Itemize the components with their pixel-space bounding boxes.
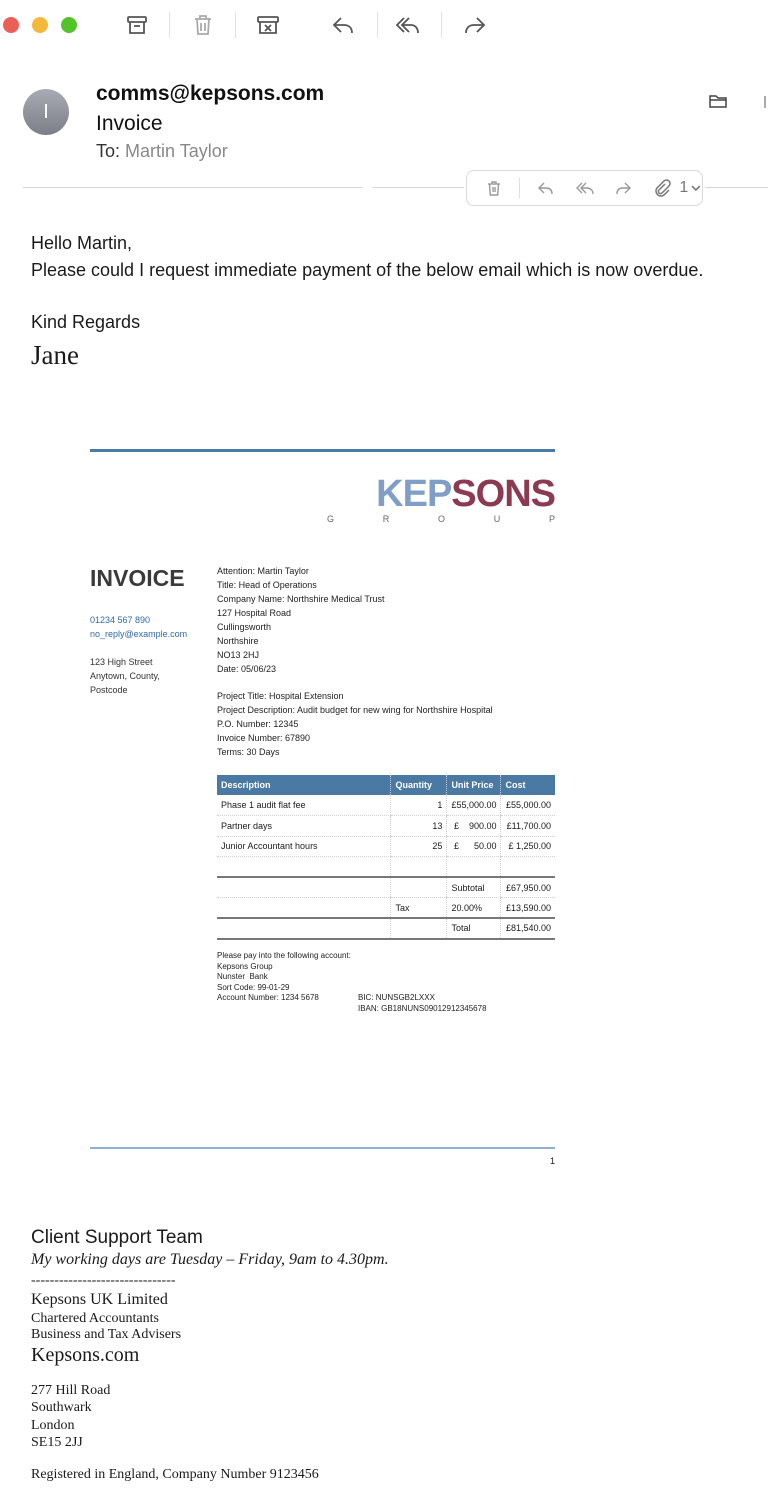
bank-codes: BIC: NUNSGB2LXXX IBAN: GB18NUNS09012912345678 — [358, 993, 487, 1013]
reply-all-icon[interactable] — [391, 9, 425, 41]
attachment-count[interactable]: 1 — [679, 179, 689, 196]
email-subject: Invoice — [96, 112, 163, 135]
attachment-icon[interactable] — [649, 177, 674, 199]
header-divider — [372, 187, 464, 188]
signature-divider: ------------------------------- — [31, 1273, 176, 1288]
sender-address-block: 123 High Street Anytown, County, Postcode — [90, 657, 160, 695]
project-details: Project Title: Hospital Extension Project Description: Audit budget for new wing for Northshire Hospital P.O. Number: 12345 Invoice Number: 67890 Terms: 30 Days — [217, 691, 493, 757]
company-name: Kepsons UK Limited — [31, 1291, 168, 1308]
trash-icon[interactable] — [481, 177, 506, 199]
logo-group-letter: U — [493, 514, 501, 524]
address-line: London — [31, 1418, 75, 1433]
company-line: Business and Tax Advisers — [31, 1327, 182, 1342]
archive-icon[interactable] — [120, 9, 154, 41]
column-header: Quantity — [391, 775, 447, 795]
greeting: Hello Martin, — [31, 233, 133, 253]
subtotal-row: Subtotal £67,950.00 — [217, 877, 555, 898]
trash-icon[interactable] — [186, 9, 220, 41]
page-number: 1 — [549, 1156, 555, 1166]
company-line: Chartered Accountants — [31, 1311, 159, 1326]
sender-phone: 01234 567 890 — [90, 615, 151, 625]
invoice-title: INVOICE — [90, 565, 185, 591]
working-hours: My working days are Tuesday – Friday, 9am to 4.30pm. — [31, 1251, 389, 1268]
logo-group-letter: G — [327, 514, 335, 524]
address-line: 277 Hill Road — [31, 1383, 111, 1398]
reply-all-icon[interactable] — [572, 177, 597, 199]
column-header: Description — [217, 775, 391, 795]
message-actions-bar — [466, 170, 703, 206]
sender-contact — [90, 613, 187, 641]
edge-indicator — [764, 96, 766, 108]
sender-address: comms@kepsons.com — [96, 82, 325, 105]
reply-icon[interactable] — [326, 9, 360, 41]
message-text: Please could I request immediate payment of the below email which is now overdue. — [31, 260, 704, 280]
company-website[interactable]: Kepsons.com — [31, 1344, 140, 1366]
junk-icon[interactable] — [251, 9, 285, 41]
signature-team: Client Support Team — [31, 1227, 203, 1248]
total-row: Total £81,540.00 — [217, 918, 555, 939]
invoice-line-items-table — [217, 775, 555, 940]
window-toolbar — [0, 0, 768, 50]
address-line: SE15 2JJ — [31, 1435, 83, 1450]
invoice-top-rule — [90, 449, 555, 452]
column-header: Unit Price — [447, 775, 501, 795]
closing: Kind Regards — [31, 312, 141, 332]
close-window-button[interactable] — [3, 17, 19, 33]
recipient-details: Attention: Martin Taylor Title: Head of Operations Company Name: Northshire Medical Trust 127 Hospital Road Cullingsworth Northshire NO13 2HJ Date: 05/06/23 — [217, 566, 385, 674]
zoom-window-button[interactable] — [61, 17, 77, 33]
table-row: Phase 1 audit flat fee 1 £55,000.00 £55,000.00 — [217, 795, 555, 816]
signature-name: Jane — [31, 340, 79, 370]
header-divider — [23, 187, 363, 188]
column-header: Cost — [501, 775, 555, 795]
forward-icon[interactable] — [458, 9, 492, 41]
logo-group-letter: P — [548, 514, 555, 524]
invoice-document[interactable] — [90, 449, 555, 1171]
table-row: Partner days 13 £ 900.00 £11,700.00 — [217, 816, 555, 837]
sender-email: no_reply@example.com — [90, 629, 188, 639]
address-line: Southwark — [31, 1400, 92, 1415]
recipient-name[interactable]: Martin Taylor — [125, 141, 228, 161]
folder-icon[interactable] — [708, 92, 728, 110]
forward-icon[interactable] — [610, 177, 635, 199]
recipient-line — [96, 141, 228, 162]
payment-instructions: Please pay into the following account: Kepsons Group Nunster Bank Sort Code: 99-01-29 Account Number: 1234 5678 — [217, 951, 351, 1002]
reply-icon[interactable] — [533, 177, 558, 199]
logo-group-letter: R — [382, 514, 390, 524]
tax-row: Tax 20.00% £13,590.00 — [217, 898, 555, 919]
logo-group-letter: O — [437, 514, 445, 524]
invoice-bottom-rule — [90, 1147, 555, 1149]
table-row — [217, 857, 555, 878]
registration-text: Registered in England, Company Number 9123456 — [31, 1467, 319, 1482]
header-divider — [705, 187, 768, 188]
minimize-window-button[interactable] — [32, 17, 48, 33]
to-label: To: — [96, 141, 121, 161]
kepsons-logo: KEPSONS G R O U P — [327, 473, 555, 524]
sender-avatar: I — [23, 89, 69, 135]
table-row: Junior Accountant hours 25 £ 50.00 £ 1,250.00 — [217, 836, 555, 857]
chevron-down-icon[interactable] — [690, 182, 702, 194]
